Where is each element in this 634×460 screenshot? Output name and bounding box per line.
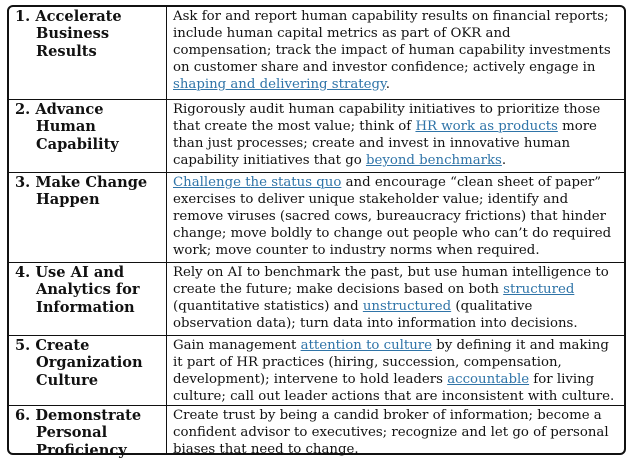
description-line xyxy=(173,25,620,42)
row-label xyxy=(15,174,165,209)
column-divider xyxy=(166,7,167,453)
text-segment: (quantitative statistics) and xyxy=(173,299,363,314)
row-label-line: Analytics for xyxy=(36,281,140,299)
description-line xyxy=(173,174,620,191)
hyperlink[interactable]: shaping and delivering strategy xyxy=(173,77,386,92)
text-segment: exercises to deliver unique stakeholder value; identify and xyxy=(173,192,569,207)
table-row xyxy=(9,262,624,335)
text-segment: include human capital metrics as part of OKR and xyxy=(173,26,511,41)
hyperlink[interactable]: accountable xyxy=(447,372,530,387)
row-label-line: 4. Use AI and xyxy=(15,264,125,281)
text-segment: on customer share and investor confidence; actively engage in xyxy=(173,60,596,75)
text-segment: Ask for and report human capability results on financial reports; xyxy=(173,9,609,24)
hyperlink[interactable]: structured xyxy=(503,282,575,297)
text-segment: (qualitative xyxy=(451,299,533,314)
table-row xyxy=(9,405,624,459)
row-label-line: Capability xyxy=(36,135,119,153)
text-segment: for living xyxy=(529,372,595,387)
text-segment: work; move counter to industry norms when required. xyxy=(173,243,540,258)
text-segment: capability initiatives that go xyxy=(173,153,366,168)
description-line xyxy=(173,225,620,242)
description-line xyxy=(173,354,620,371)
row-label-line: Organization xyxy=(36,354,143,372)
text-segment: biases that need to change. xyxy=(173,442,359,457)
row-label-line: Business xyxy=(36,25,110,43)
description-line xyxy=(173,315,620,332)
row-label xyxy=(15,101,165,153)
row-label xyxy=(15,264,165,316)
hyperlink[interactable]: unstructured xyxy=(362,299,452,314)
description-line xyxy=(173,371,620,388)
row-label-line: Proficiency xyxy=(36,441,127,459)
description-line xyxy=(173,118,620,135)
description-line xyxy=(173,407,620,424)
text-segment: more xyxy=(557,119,597,134)
row-label-line: Results xyxy=(36,42,97,60)
row-label xyxy=(15,8,165,60)
text-segment: Rely on AI to benchmark the past, but use human intelligence to xyxy=(173,265,609,280)
row-description xyxy=(173,264,620,332)
table-row xyxy=(9,7,624,99)
row-label-line: Culture xyxy=(36,371,99,389)
row-label xyxy=(15,337,165,389)
row-label-line: 1. Accelerate xyxy=(15,8,122,25)
row-label-line: 3. Make Change xyxy=(15,174,148,191)
description-line xyxy=(173,441,620,458)
text-segment: observation data); turn data into information into decisions. xyxy=(173,316,578,331)
text-segment: and encourage “clean sheet of paper” xyxy=(341,175,602,190)
text-segment: . xyxy=(501,153,507,168)
text-segment: Rigorously audit human capability initiatives to prioritize those xyxy=(173,102,601,117)
row-description xyxy=(173,337,620,405)
text-segment: Gain management xyxy=(173,338,301,353)
text-segment: Create trust by being a candid broker of information; become a xyxy=(173,408,602,423)
description-line xyxy=(173,208,620,225)
table-row xyxy=(9,99,624,172)
text-segment: culture; call out leader actions that are inconsistent with culture. xyxy=(173,389,615,404)
text-segment: by defining it and making xyxy=(432,338,609,353)
row-label-line: 5. Create xyxy=(15,337,90,354)
description-line xyxy=(173,337,620,354)
table-row xyxy=(9,172,624,262)
description-line xyxy=(173,152,620,169)
row-description xyxy=(173,407,620,458)
description-line xyxy=(173,388,620,405)
text-segment: compensation; track the impact of human capability investments xyxy=(173,43,611,58)
text-segment: change; move boldly to change out people who can’t do required xyxy=(173,226,612,241)
description-line xyxy=(173,8,620,25)
description-line xyxy=(173,101,620,118)
text-segment: it part of HR practices (hiring, succession, compensation, xyxy=(173,355,562,370)
description-line xyxy=(173,59,620,76)
hyperlink[interactable]: attention to culture xyxy=(300,338,433,353)
text-segment: that create the most value; think of xyxy=(173,119,416,134)
hr-capability-table xyxy=(7,5,626,459)
description-line xyxy=(173,135,620,152)
row-label-line: Happen xyxy=(36,191,100,209)
hyperlink[interactable]: Challenge the status quo xyxy=(173,175,342,190)
text-segment: development); intervene to hold leaders xyxy=(173,372,448,387)
description-line xyxy=(173,242,620,259)
description-line xyxy=(173,424,620,441)
description-line xyxy=(173,191,620,208)
description-line xyxy=(173,42,620,59)
description-line xyxy=(173,298,620,315)
row-label-line: Personal xyxy=(36,424,108,442)
row-description xyxy=(173,101,620,169)
description-line xyxy=(173,76,620,93)
text-segment: than just processes; create and invest in innovative human xyxy=(173,136,571,151)
row-label xyxy=(15,407,165,459)
text-segment: remove viruses (sacred cows, bureaucracy frictions) that hinder xyxy=(173,209,606,224)
row-label-line: 6. Demonstrate xyxy=(15,407,142,424)
hyperlink[interactable]: HR work as products xyxy=(415,119,558,134)
row-description xyxy=(173,174,620,259)
row-label-line: Human xyxy=(36,118,96,136)
text-segment: create the future; make decisions based on both xyxy=(173,282,504,297)
hyperlink[interactable]: beyond benchmarks xyxy=(365,153,502,168)
row-label-line: 2. Advance xyxy=(15,101,104,118)
text-segment: confident advisor to executives; recognize and let go of personal xyxy=(173,425,609,440)
description-line xyxy=(173,281,620,298)
text-segment: . xyxy=(385,77,390,92)
row-label-line: Information xyxy=(36,298,135,316)
row-description xyxy=(173,8,620,93)
description-line xyxy=(173,264,620,281)
table-row xyxy=(9,335,624,405)
